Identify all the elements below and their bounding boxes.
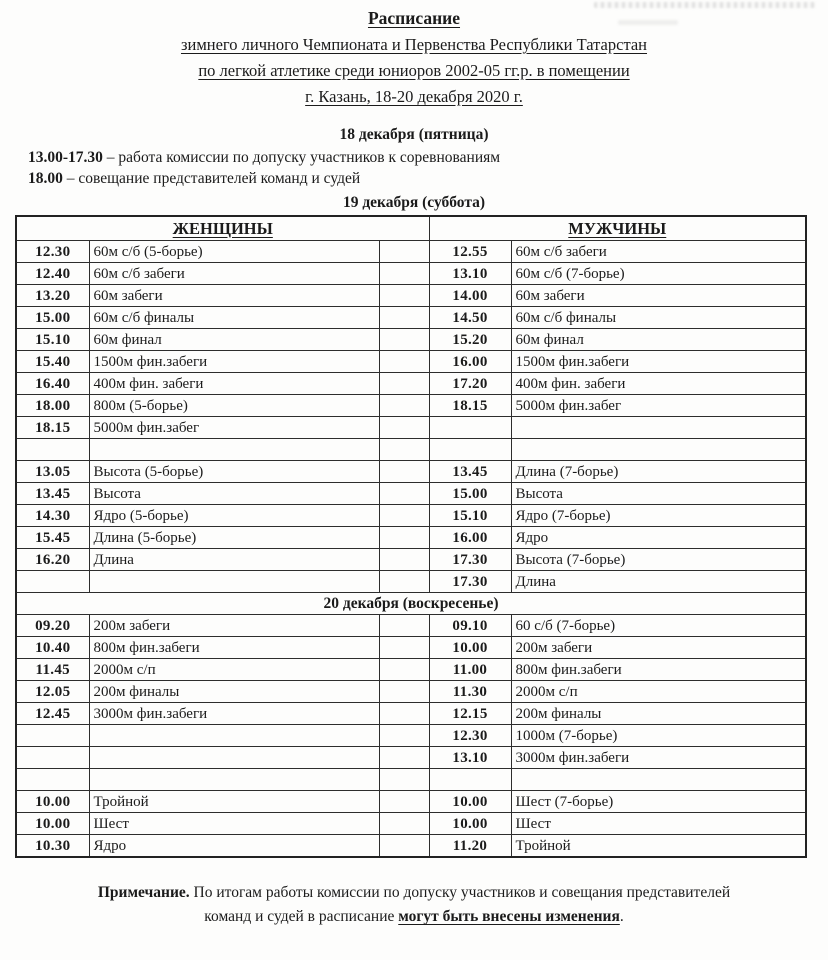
men-column-header: МУЖЧИНЫ [429,216,806,241]
friday-heading: 18 декабря (пятница) [339,126,489,143]
men-event-cell: Шест [511,813,806,835]
schedule-row [16,659,806,681]
men-time-cell: 10.00 [429,813,511,835]
men-event-cell: 200м финалы [511,703,806,725]
men-time-cell: 15.00 [429,483,511,505]
women-event-cell: 400м фин. забеги [89,373,379,395]
men-event-cell [511,417,806,439]
sunday-rows [16,615,806,858]
men-event-cell: Ядро [511,527,806,549]
women-time-cell: 10.40 [16,637,89,659]
spacer-cell [379,769,429,791]
schedule-row [16,527,806,549]
schedule-row [16,285,806,307]
spacer-cell [379,395,429,417]
spacer-cell [379,439,429,461]
men-time-cell: 12.15 [429,703,511,725]
men-time-cell: 17.20 [429,373,511,395]
schedule-row [16,483,806,505]
women-time-cell: 11.45 [16,659,89,681]
men-time-cell [429,439,511,461]
women-time-cell: 10.00 [16,791,89,813]
men-time-cell: 13.10 [429,747,511,769]
women-column-header: ЖЕНЩИНЫ [16,216,429,241]
spacer-cell [379,747,429,769]
schedule-row [16,241,806,263]
women-event-cell: 800м (5-борье) [89,395,379,417]
spacer-cell [379,571,429,593]
men-event-cell [511,769,806,791]
women-event-cell: 200м забеги [89,615,379,637]
women-event-cell [89,747,379,769]
women-event-cell [89,769,379,791]
schedule-row [16,747,806,769]
friday-item-text: – совещание представителей команд и судей [66,169,361,187]
men-time-cell: 11.20 [429,835,511,858]
friday-schedule [28,148,828,189]
men-time-cell: 14.00 [429,285,511,307]
women-event-cell: 5000м фин.забег [89,417,379,439]
men-event-cell: 1500м фин.забеги [511,351,806,373]
women-time-cell: 13.20 [16,285,89,307]
women-time-cell [16,725,89,747]
friday-item [28,169,828,190]
spacer-cell [379,329,429,351]
document-subtitle-1: зимнего личного Чемпионата и Первенства Республики Татарстан [180,35,648,54]
scan-artifact [618,20,678,25]
men-time-cell [429,769,511,791]
men-time-cell: 11.00 [429,659,511,681]
women-time-cell: 15.10 [16,329,89,351]
saturday-heading: 19 декабря (суббота) [342,194,486,211]
women-time-cell: 18.15 [16,417,89,439]
friday-item [28,148,828,169]
women-event-cell [89,439,379,461]
spacer-cell [379,307,429,329]
men-event-cell: Ядро (7-борье) [511,505,806,527]
women-time-cell: 12.40 [16,263,89,285]
scan-artifact [594,2,816,8]
men-time-cell: 11.30 [429,681,511,703]
document-subtitle-2: по легкой атлетике среди юниоров 2002-05 гг.р. в помещении [198,61,630,80]
spacer-cell [379,615,429,637]
women-time-cell [16,439,89,461]
spacer-cell [379,703,429,725]
men-time-cell: 15.20 [429,329,511,351]
men-time-cell [429,417,511,439]
women-event-cell: 60м финал [89,329,379,351]
schedule-row [16,549,806,571]
men-time-cell: 13.45 [429,461,511,483]
men-time-cell: 15.10 [429,505,511,527]
spacer-cell [379,483,429,505]
spacer-cell [379,549,429,571]
women-event-cell: Шест [89,813,379,835]
men-time-cell: 09.10 [429,615,511,637]
men-event-cell: Длина [511,571,806,593]
schedule-row [16,263,806,285]
men-event-cell: 3000м фин.забеги [511,747,806,769]
women-time-cell: 15.45 [16,527,89,549]
men-event-cell: Шест (7-борье) [511,791,806,813]
women-event-cell: Высота (5-борье) [89,461,379,483]
schedule-row [16,395,806,417]
women-time-cell: 18.00 [16,395,89,417]
schedule-row [16,307,806,329]
sunday-heading-row [16,593,806,615]
men-event-cell [511,439,806,461]
spacer-cell [379,373,429,395]
schedule-row [16,329,806,351]
spacer-cell [379,659,429,681]
women-event-cell: 60м с/б финалы [89,307,379,329]
schedule-row [16,725,806,747]
schedule-row [16,505,806,527]
men-time-cell: 10.00 [429,791,511,813]
schedule-row [16,571,806,593]
women-event-cell: 1500м фин.забеги [89,351,379,373]
schedule-row [16,461,806,483]
table-header-row [16,216,806,241]
spacer-cell [379,417,429,439]
women-event-cell: Тройной [89,791,379,813]
women-event-cell [89,571,379,593]
men-time-cell: 14.50 [429,307,511,329]
women-time-cell: 12.05 [16,681,89,703]
document-header [0,0,828,110]
note-emphasis: могут быть внесены изменения [398,908,620,925]
men-time-cell: 12.55 [429,241,511,263]
men-event-cell: 60м с/б финалы [511,307,806,329]
women-event-cell: Высота [89,483,379,505]
men-event-cell: Высота (7-борье) [511,549,806,571]
men-time-cell: 12.30 [429,725,511,747]
women-event-cell: Ядро (5-борье) [89,505,379,527]
sunday-heading-section [16,593,806,615]
men-time-cell: 18.15 [429,395,511,417]
women-event-cell: Длина (5-борье) [89,527,379,549]
spacer-cell [379,725,429,747]
men-event-cell: 60м с/б забеги [511,241,806,263]
men-time-cell: 13.10 [429,263,511,285]
men-time-cell: 10.00 [429,637,511,659]
women-time-cell: 13.05 [16,461,89,483]
schedule-row [16,681,806,703]
spacer-cell [379,637,429,659]
women-time-cell: 13.45 [16,483,89,505]
schedule-row [16,373,806,395]
men-time-cell: 17.30 [429,549,511,571]
men-time-cell: 16.00 [429,527,511,549]
note-label: Примечание. [97,884,190,901]
men-event-cell: Высота [511,483,806,505]
friday-item-time: 18.00 [28,169,63,187]
spacer-cell [379,791,429,813]
saturday-rows [16,241,806,593]
sunday-heading: 20 декабря (воскресенье) [16,593,806,615]
women-time-cell: 14.30 [16,505,89,527]
men-event-cell: 60м забеги [511,285,806,307]
note [90,881,738,929]
women-event-cell: 800м фин.забеги [89,637,379,659]
women-time-cell [16,747,89,769]
men-event-cell: 400м фин. забеги [511,373,806,395]
schedule-row [16,351,806,373]
men-event-cell: 200м забеги [511,637,806,659]
schedule-row [16,637,806,659]
men-event-cell: 60м финал [511,329,806,351]
friday-item-time: 13.00-17.30 [28,149,103,166]
women-time-cell [16,769,89,791]
spacer-cell [379,527,429,549]
schedule-row [16,813,806,835]
schedule-row [16,835,806,858]
men-event-cell: 60 с/б (7-борье) [511,615,806,637]
men-event-cell: Тройной [511,835,806,858]
women-event-cell: 60м забеги [89,285,379,307]
men-event-cell: 2000м с/п [511,681,806,703]
women-time-cell: 12.30 [16,241,89,263]
spacer-cell [379,505,429,527]
men-time-cell: 17.30 [429,571,511,593]
note-period: . [619,908,624,925]
schedule-row [16,791,806,813]
women-event-cell: Длина [89,549,379,571]
spacer-cell [379,461,429,483]
women-event-cell: 60м с/б забеги [89,263,379,285]
women-time-cell: 16.20 [16,549,89,571]
spacer-cell [379,681,429,703]
men-event-cell: Длина (7-борье) [511,461,806,483]
women-event-cell: 200м финалы [89,681,379,703]
schedule-table [15,215,807,858]
men-event-cell: 60м с/б (7-борье) [511,263,806,285]
spacer-cell [379,285,429,307]
men-event-cell: 1000м (7-борье) [511,725,806,747]
spacer-cell [379,813,429,835]
women-event-cell: Ядро [89,835,379,858]
women-event-cell [89,725,379,747]
women-time-cell: 15.00 [16,307,89,329]
spacer-cell [379,241,429,263]
women-time-cell [16,571,89,593]
women-time-cell: 15.40 [16,351,89,373]
spacer-cell [379,263,429,285]
schedule-row [16,615,806,637]
schedule-row [16,439,806,461]
schedule-row [16,769,806,791]
spacer-cell [379,351,429,373]
women-event-cell: 60м с/б (5-борье) [89,241,379,263]
spacer-cell [379,835,429,858]
women-time-cell: 12.45 [16,703,89,725]
women-time-cell: 10.00 [16,813,89,835]
women-event-cell: 3000м фин.забеги [89,703,379,725]
men-time-cell: 16.00 [429,351,511,373]
women-time-cell: 16.40 [16,373,89,395]
note-text: По итогам работы комиссии по допуску участников и совещания представителей команд и судей в расписание [189,884,731,925]
women-time-cell: 10.30 [16,835,89,858]
document-title: Расписание [367,8,461,28]
document-subtitle-3: г. Казань, 18-20 декабря 2020 г. [305,87,523,106]
men-event-cell: 800м фин.забеги [511,659,806,681]
friday-item-text: – работа комиссии по допуску участников к соревнованиям [106,149,501,166]
women-event-cell: 2000м с/п [89,659,379,681]
schedule-row [16,703,806,725]
women-time-cell: 09.20 [16,615,89,637]
men-event-cell: 5000м фин.забег [511,395,806,417]
schedule-row [16,417,806,439]
